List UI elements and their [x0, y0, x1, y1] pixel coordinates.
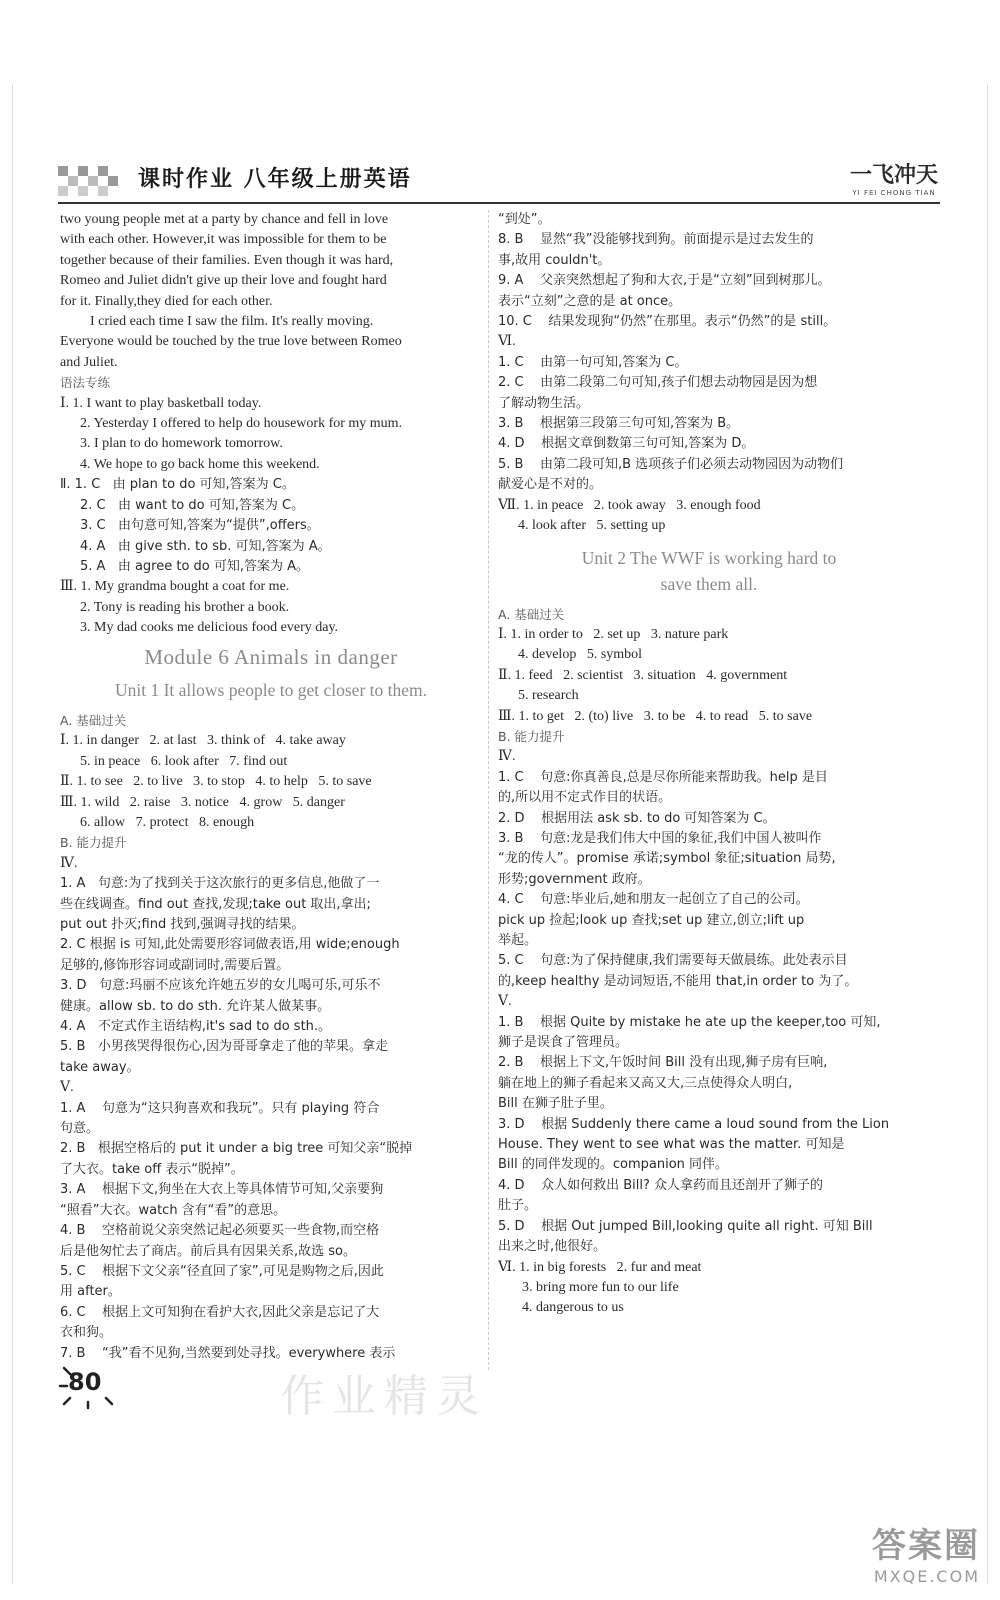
answer-line: 的,keep healthy 是动词短语,不能用 that,in order to 为了。: [498, 973, 858, 989]
answer-line: “到处”。: [498, 212, 551, 227]
watermark-corner-url: MXQE.COM: [873, 1567, 980, 1586]
answer-line: “照看”大衣。watch 含有“看”的意思。: [60, 1202, 287, 1218]
answer-line: 2. Yesterday I offered to help do housework for my mum.: [80, 416, 403, 432]
answer-line: 1. C 由第一句可知,答案为 C。: [498, 354, 688, 370]
answer-line: 1. A 句意:为了找到关于这次旅行的更多信息,他做了一: [60, 876, 380, 892]
answer-line: 表示“立刻”之意的是 at once。: [498, 293, 682, 309]
answer-line: 6. C 根据上文可知狗在看护大衣,因此父亲是忘记了大: [60, 1304, 380, 1320]
right-column: [498, 210, 920, 1319]
answer-line: Ⅵ. 1. in big forests 2. fur and meat: [498, 1259, 702, 1275]
answer-line: 5. C 根据下文父亲“径直回了家”,可见是购物之后,因此: [60, 1263, 384, 1279]
answer-line: 用 after。: [60, 1284, 121, 1300]
answer-line: 2. C 由 want to do 可知,答案为 C。: [80, 497, 305, 513]
answer-line: 4. A 不定式作主语结构,it's sad to do sth.。: [60, 1019, 332, 1035]
answer-line: 躺在地上的狮子看起来又高又大,三点使得众人明白,: [498, 1075, 793, 1091]
page-number: 80: [68, 1368, 102, 1396]
section-heading: B. 能力提升: [498, 728, 565, 744]
watermark-corner-title: 答案圈: [872, 1526, 980, 1566]
answer-line: 衣和狗。: [60, 1325, 113, 1341]
left-column: [60, 210, 482, 1364]
header-title: 课时作业 八年级上册英语: [138, 167, 412, 192]
answer-line: 了大衣。take off 表示“脱掉”。: [60, 1161, 244, 1177]
column-divider: [488, 210, 490, 1370]
answer-line: Ⅱ. 1. to see 2. to live 3. to stop 4. to help 5. to save: [60, 774, 372, 790]
answer-line: 4. C 句意:毕业后,她和朋友一起创立了自己的公司。: [498, 892, 809, 908]
answer-line: 10. C 结果发现狗“仍然”在那里。表示“仍然”的是 still。: [498, 314, 837, 330]
answer-line: 5. B 小男孩哭得很伤心,因为哥哥拿走了他的苹果。拿走: [60, 1039, 388, 1055]
answer-line: Ⅴ.: [498, 994, 512, 1010]
answer-line: Ⅲ. 1. wild 2. raise 3. notice 4. grow 5. danger: [60, 794, 345, 810]
answer-line: pick up 捡起;look up 查找;set up 建立,创立;lift up: [498, 912, 805, 928]
answer-line: 1. A 句意为“这只狗喜欢和我玩”。只有 playing 符合: [60, 1100, 380, 1116]
header-checker-pattern: [58, 160, 120, 200]
answer-line: 4. look after 5. setting up: [518, 518, 666, 534]
watermark-center: 作业精灵: [280, 1371, 488, 1422]
answer-line: with each other. However,it was impossible for them to be: [60, 232, 387, 248]
section-heading: B. 能力提升: [60, 835, 127, 851]
section-heading: 语法专练: [60, 375, 111, 391]
answer-line: 5. C 句意:为了保持健康,我们需要每天做晨练。此处表示目: [498, 953, 848, 969]
answer-line: for it. Finally,they died for each other.: [60, 293, 273, 309]
answer-line: Ⅰ. 1. in order to 2. set up 3. nature park: [498, 626, 729, 642]
answer-line: 3. C 由句意可知,答案为“提供”,offers。: [80, 518, 320, 534]
answer-line: 后是他匆忙去了商店。前后具有因果关系,故选 so。: [60, 1243, 356, 1259]
answer-line: Ⅳ.: [60, 855, 78, 871]
answer-line: 2. D 根据用法 ask sb. to do 可知答案为 C。: [498, 810, 776, 826]
answer-line: 4. B 空格前说父亲突然记起必须要买一些食物,而空格: [60, 1223, 380, 1239]
answer-line: 形势;government 政府。: [498, 871, 651, 887]
answer-line: Ⅲ. 1. to get 2. (to) live 3. to be 4. to read 5. to save: [498, 708, 813, 724]
answer-line: 的,所以用不定式作目的状语。: [498, 790, 672, 806]
answer-line: 4. D 根据文章倒数第三句可知,答案为 D。: [498, 436, 755, 452]
answer-line: 8. B 显然“我”没能够找到狗。前面提示是过去发生的: [498, 232, 814, 248]
answer-line: 5. research: [518, 688, 579, 704]
answer-line: 2. Tony is reading his brother a book.: [80, 599, 290, 615]
watermark-corner: [872, 1518, 980, 1586]
header-rule: [58, 202, 940, 204]
answer-line: 3. D 根据 Suddenly there came a loud sound from the Lion: [498, 1116, 890, 1132]
logo-text: 一飞冲天: [849, 163, 938, 188]
answer-line: 3. B 根据第三段第三句可知,答案为 B。: [498, 416, 740, 432]
answer-line: take away。: [60, 1059, 140, 1075]
answer-line: 2. C 由第二段第二句可知,孩子们想去动物园是因为想: [498, 375, 818, 391]
answer-line: Ⅱ. 1. C 由 plan to do 可知,答案为 C。: [60, 477, 295, 493]
answer-line: and Juliet.: [60, 354, 118, 370]
answer-line: together because of their families. Even though it was hard,: [60, 252, 394, 268]
answer-line: 足够的,修饰形容词或副词时,需要后置。: [60, 957, 290, 973]
answer-line: Ⅰ. 1. I want to play basketball today.: [60, 395, 262, 411]
answer-line: 3. I plan to do homework tomorrow.: [80, 436, 283, 452]
answer-line: 6. allow 7. protect 8. enough: [80, 814, 255, 830]
answer-line: 3. D 句意:玛丽不应该允许她五岁的女儿喝可乐,可乐不: [60, 978, 381, 994]
answer-line: 3. A 根据下文,狗坐在大衣上等具体情节可知,父亲要狗: [60, 1182, 384, 1198]
answer-line: 些在线调查。find out 查找,发现;take out 取出,拿出;: [60, 896, 371, 912]
answer-line: 事,故用 couldn't。: [498, 252, 611, 268]
answer-line: 3. My dad cooks me delicious food every day.: [80, 620, 339, 636]
answer-line: “龙的传人”。promise 承诺;symbol 象征;situation 局势,: [498, 851, 836, 867]
answer-line: 了解动物生活。: [498, 395, 590, 411]
answer-line: 1. C 句意:你真善良,总是尽你所能来帮助我。help 是目: [498, 769, 828, 785]
answer-line: 举起。: [498, 933, 538, 948]
answer-line: 肚子。: [498, 1198, 538, 1214]
answer-line: Romeo and Juliet didn't give up their love and fought hard: [60, 273, 387, 289]
logo-subtext: YI FEI CHONG TIAN: [852, 189, 936, 197]
answer-line: 2. B 根据空格后的 put it under a big tree 可知父亲“脱掉: [60, 1141, 413, 1157]
answer-line: 4. D 众人如何救出 Bill? 众人拿药而且还剖开了狮子的: [498, 1177, 823, 1193]
answer-line: 4. develop 5. symbol: [518, 647, 643, 663]
answer-line: Bill 在狮子肚子里。: [498, 1096, 613, 1112]
answer-line: 健康。allow sb. to do sth. 允许某人做某事。: [60, 998, 331, 1014]
answer-line: 2. B 根据上下文,午饭时间 Bill 没有出现,狮子房有巨响,: [498, 1055, 828, 1071]
answer-line: Ⅲ. 1. My grandma bought a coat for me.: [60, 579, 290, 595]
answer-line: 5. in peace 6. look after 7. find out: [80, 753, 288, 769]
answer-line: 4. dangerous to us: [522, 1300, 624, 1316]
unit-title: Unit 1 It allows people to get closer to them.: [114, 679, 428, 700]
answer-line: 9. A 父亲突然想起了狗和大衣,于是“立刻”回到树那儿。: [498, 273, 831, 289]
section-heading: A. 基础过关: [60, 712, 127, 728]
answer-line: 3. bring more fun to our life: [522, 1279, 679, 1295]
answer-line: 3. B 句意:龙是我们伟大中国的象征,我们中国人被叫作: [498, 830, 822, 846]
answer-line: Ⅶ. 1. in peace 2. took away 3. enough food: [498, 497, 761, 513]
answer-line: Bill 的同伴发现的。companion 同伴。: [498, 1157, 729, 1173]
answer-line: 4. A 由 give sth. to sb. 可知,答案为 A。: [80, 538, 331, 554]
answer-line: 句意。: [60, 1121, 100, 1137]
answer-line: put out 扑灭;find 找到,强调寻找的结果。: [60, 917, 305, 932]
answer-line: Ⅵ.: [498, 334, 516, 350]
answer-line: I cried each time I saw the film. It's really moving.: [90, 314, 374, 330]
answer-line: Ⅰ. 1. in danger 2. at last 3. think of 4. take away: [60, 733, 346, 749]
module-title: Module 6 Animals in danger: [144, 644, 398, 669]
answer-line: 献爱心是不对的。: [498, 477, 603, 493]
answer-line: 1. B 根据 Quite by mistake he ate up the keeper,too 可知,: [498, 1014, 881, 1030]
answer-line: two young people met at a party by chance and fell in love: [60, 212, 389, 227]
answer-line: 4. We hope to go back home this weekend.: [80, 456, 320, 472]
answer-line: 7. B “我”看不见狗,当然要到处寻找。everywhere 表示: [60, 1345, 396, 1361]
answer-line: Ⅴ.: [60, 1080, 74, 1096]
page-header: [58, 156, 938, 202]
section-heading: A. 基础过关: [498, 606, 565, 622]
answer-line: Everyone would be touched by the true love between Romeo: [60, 334, 402, 350]
answer-line: 5. D 根据 Out jumped Bill,looking quite all right. 可知 Bill: [498, 1218, 873, 1234]
answer-line: 2. C 根据 is 可知,此处需要形容词做表语,用 wide;enough: [60, 937, 400, 953]
answer-line: 出来之时,他很好。: [498, 1239, 607, 1255]
answer-line: 5. B 由第二段可知,B 选项孩子们必须去动物园因为动物们: [498, 456, 844, 472]
answer-line: 5. A 由 agree to do 可知,答案为 A。: [80, 558, 310, 574]
answer-line: 狮子是误食了管理员。: [498, 1035, 629, 1051]
unit-title: Unit 2 The WWF is working hard to save them all.: [581, 547, 837, 594]
answer-line: Ⅳ.: [498, 749, 516, 765]
publisher-logo: [850, 158, 938, 197]
answer-line: Ⅱ. 1. feed 2. scientist 3. situation 4. government: [498, 667, 788, 683]
answer-line: House. They went to see what was the matter. 可知是: [498, 1137, 845, 1153]
